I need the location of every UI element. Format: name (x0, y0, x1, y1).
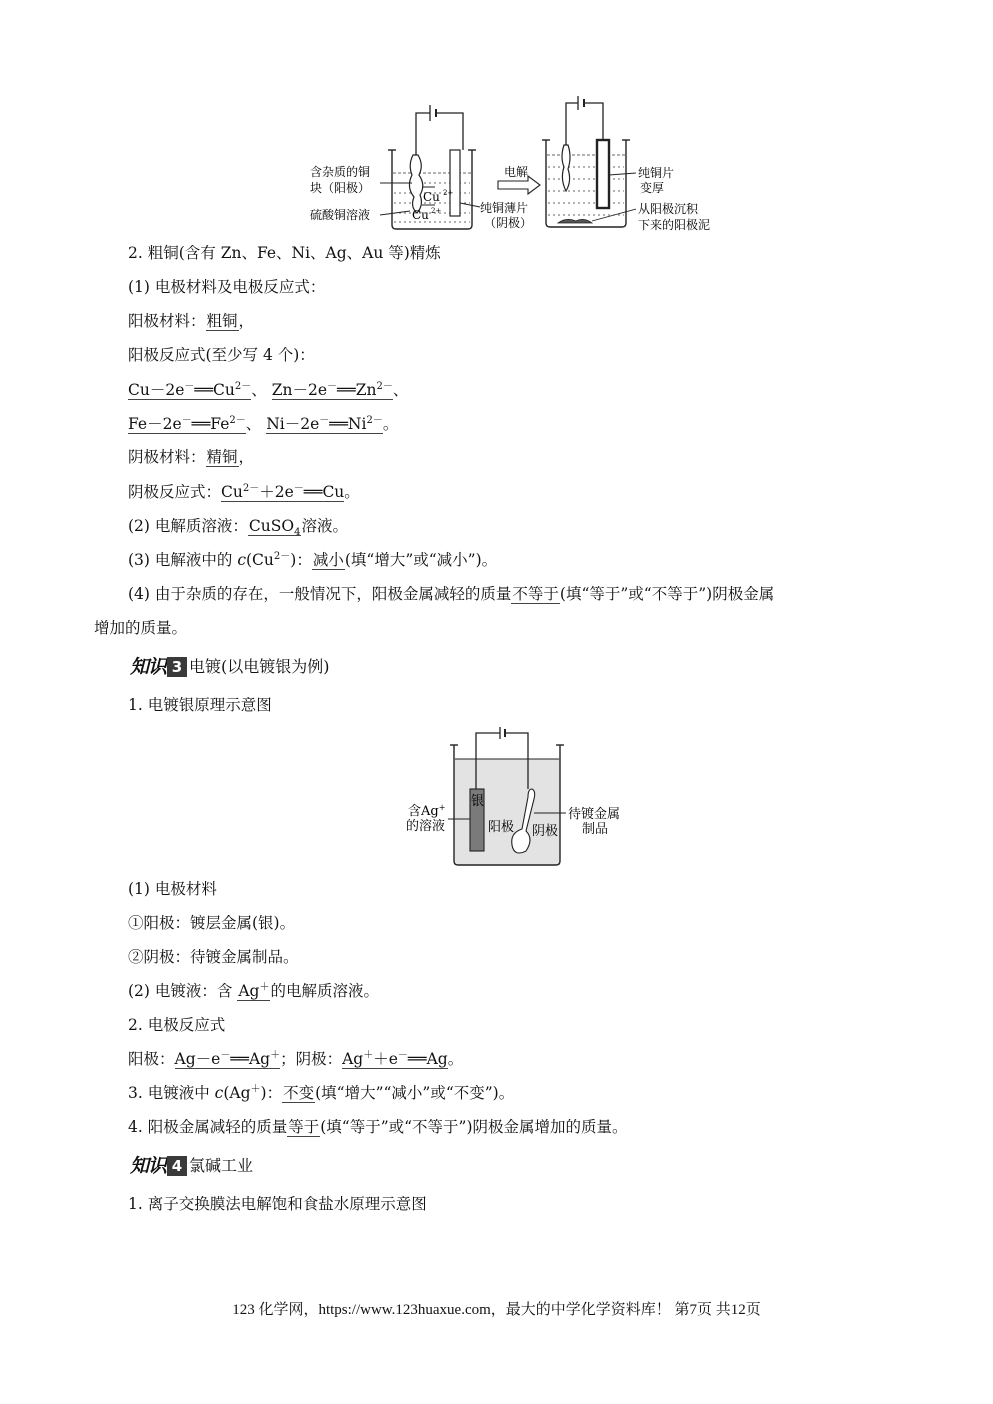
knowledge4-label: 知识 (130, 1155, 167, 1177)
plating-solution-answer: Ag＋ (238, 981, 270, 1000)
label-impure-copper-1: 含杂质的铜 (310, 165, 371, 179)
cathode-reaction-answer: $Cu^{2-}+2e^-══Cu$ (221, 482, 345, 501)
cathode-label: 阴极 (532, 824, 559, 839)
left-circuit (416, 105, 463, 155)
plating-concentration-answer: 不变 (283, 1084, 315, 1102)
electroplating-diagram (400, 727, 640, 872)
zn-equation: $Zn-2e^-══Zn^{2-}$ (271, 380, 393, 399)
knowledge3-item4: 4. 阳极金属减轻的质量等于(填“等于”或“不等于”)阴极金属增加的质量。 (128, 1118, 628, 1136)
label-pure-copper-2: 变厚 (640, 181, 665, 195)
anode-mud (558, 219, 592, 223)
knowledge4-item1: 1. 离子交换膜法电解饱和食盐水原理示意图 (128, 1195, 427, 1213)
concentration-line: (3) 电解液中的 $c(Cu^{2-})$：减小(填“增大”或“减小”)。 (128, 550, 498, 569)
impure-copper-anode (409, 155, 422, 213)
shrunken-anode (562, 145, 570, 191)
label-anode-mud-1: 从阳极沉积 (638, 202, 699, 216)
knowledge3-item1: 1. 电镀银原理示意图 (128, 696, 272, 714)
concentration-answer: 减小 (312, 551, 344, 569)
knowledge3-item3: 3. 电镀液中 c(Ag＋)：不变(填“增大”“减小”或“不变”)。 (128, 1083, 515, 1102)
plating-anode-equation: Ag－e－══Ag＋ (174, 1049, 281, 1068)
right-circuit (566, 96, 603, 145)
ni-equation: $Ni-2e^-══Ni^{2-}$ (266, 414, 383, 433)
plating-equations: 阳极：Ag－e－══Ag＋；阴极：Ag＋＋e－══Ag。 (128, 1049, 464, 1068)
page-footer: 123 化学网，https://www.123huaxue.com，最大的中学化学资料库！ 第7页 共12页 (232, 1302, 761, 1318)
anode-eq-line-2: $Fe-2e^-══Fe^{2-}$、 $Ni-2e^-══Ni^{2-}$。 (128, 414, 399, 433)
knowledge3-sub1: (1) 电极材料 (128, 880, 217, 898)
anode-label: 阳极 (488, 820, 515, 835)
ion-label-1: Cu (423, 190, 440, 204)
svg-text:2+: 2+ (443, 189, 454, 197)
knowledge4-number: 4 (167, 1156, 187, 1176)
label-impure-copper-2: 块（阳极） (310, 181, 371, 195)
cu-equation: $Cu-2e^-══Cu^{2-}$ (128, 380, 252, 399)
knowledge3-label: 知识 (130, 656, 167, 678)
svg-text:2+: 2+ (431, 207, 442, 215)
label-copper-sulfate: 硫酸铜溶液 (310, 208, 371, 222)
electrolyte-answer: CuSO$_4$ (248, 517, 301, 539)
mass-line-2: 增加的质量。 (94, 619, 188, 637)
anode-material-answer: 粗铜 (206, 312, 238, 330)
section2-q1: (1) 电极材料及电极反应式： (128, 278, 326, 296)
knowledge3-number: 3 (167, 657, 187, 677)
knowledge3-heading (130, 655, 330, 679)
knowledge3-sub2: (2) 电镀液：含 Ag＋的电解质溶液。 (128, 981, 379, 1000)
anode-eq-line-1: $Cu-2e^-══Cu^{2-}$、 $Zn-2e^-══Zn^{2-}$、 (128, 380, 409, 399)
anode-reaction-title: 阳极反应式(至少写 4 个)： (128, 346, 315, 364)
label-pure-copper-cathode-2: （阴极） (484, 216, 533, 230)
cathode-material-line: 阴极材料：精铜， (128, 448, 255, 466)
cathode-material-answer: 精铜 (206, 448, 238, 466)
mass-line-1: (4) 由于杂质的存在，一般情况下，阳极金属减轻的质量不等于(填“等于”或“不等于”)阴极金属 (128, 585, 775, 603)
label-pure-copper-1: 纯铜片 (638, 166, 675, 180)
plating-cathode-equation: Ag＋＋e－══Ag (342, 1049, 448, 1068)
knowledge3-cathode: ②阴极：待镀金属制品。 (128, 948, 299, 966)
anode-material-suffix: ， (238, 312, 255, 330)
knowledge4-heading (130, 1154, 253, 1178)
label-anode-mud-2: 下来的阳极泥 (638, 218, 711, 232)
fe-equation: $Fe-2e^-══Fe^{2-}$ (128, 414, 246, 433)
anode-material-line (128, 310, 254, 332)
ion-label-2: Cu (412, 208, 429, 222)
copper-refining-diagram (300, 95, 740, 240)
label-pure-copper-cathode-1: 纯铜薄片 (480, 201, 529, 215)
knowledge4-title: 氯碱工业 (189, 1156, 254, 1175)
section2-title: 2. 粗铜(含有 Zn、Fe、Ni、Ag、Au 等)精炼 (128, 244, 441, 262)
workpiece-label-2: 制品 (582, 822, 609, 837)
knowledge3-item2: 2. 电极反应式 (128, 1016, 226, 1034)
electrolysis-arrow-label: 电解 (504, 165, 529, 179)
thickened-cathode (597, 140, 609, 208)
workpiece-label-1: 待镀金属 (568, 807, 621, 822)
solution-label-2: 的溶液 (406, 819, 446, 834)
knowledge3-title: 电镀(以电镀银为例) (189, 657, 330, 676)
knowledge3-anode: ①阳极：镀层金属(银)。 (128, 914, 296, 932)
silver-label: 银 (471, 794, 485, 809)
right-solution (547, 155, 625, 215)
electrolyte-line: (2) 电解质溶液：CuSO$_4$溶液。 (128, 517, 348, 539)
cathode-reaction-line: 阴极反应式：$Cu^{2-}+2e^-══Cu$。 (128, 482, 360, 501)
plating-mass-answer: 等于 (288, 1118, 320, 1136)
anode-material-prefix: 阳极材料： (128, 312, 206, 330)
solution-label-1: 含Ag+ (408, 803, 446, 819)
mass-answer: 不等于 (512, 585, 559, 603)
pure-copper-cathode (450, 150, 460, 216)
